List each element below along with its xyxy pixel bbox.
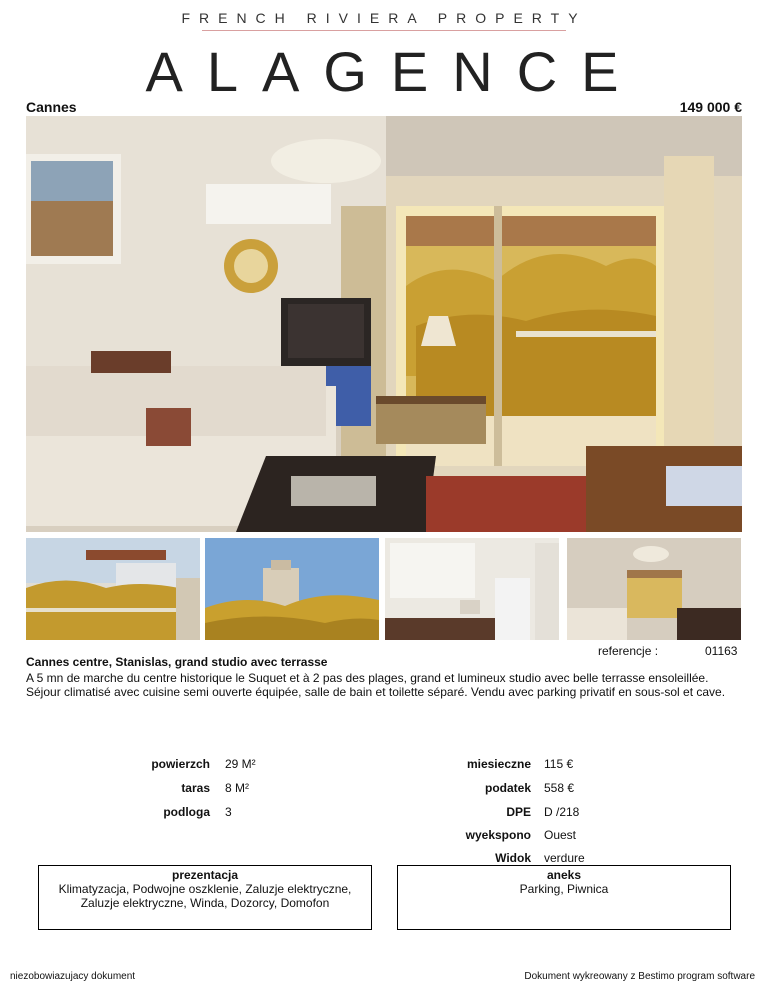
living-room-image <box>26 116 742 532</box>
annex-text: Parking, Piwnica <box>519 882 609 896</box>
footer-disclaimer: niezobowiazujacy dokument <box>10 971 136 982</box>
reference-label: referencje : <box>598 644 659 658</box>
spec-label-monthly: miesieczne <box>466 757 531 771</box>
annex-box <box>397 865 731 930</box>
spec-value-tax: 558 € <box>544 781 575 795</box>
view-thumbnail-image <box>205 538 379 640</box>
kitchen-thumbnail-image <box>385 538 559 640</box>
thumbnail-view[interactable] <box>205 538 379 640</box>
spec-value-floor: 3 <box>225 805 232 819</box>
thumbnail-terrace[interactable] <box>26 538 200 640</box>
listing-headline: Cannes centre, Stanislas, grand studio avec terrasse <box>26 655 328 669</box>
terrace-thumbnail-image <box>26 538 200 640</box>
reference-value: 01163 <box>705 644 738 658</box>
spec-value-monthly: 115 € <box>544 757 574 771</box>
spec-value-exposure: Ouest <box>544 828 577 842</box>
listing-price: 149 000 € <box>679 99 742 115</box>
spec-label-terrace: taras <box>181 781 210 795</box>
annex-title: aneks <box>546 868 582 882</box>
spec-label-tax: podatek <box>484 781 531 795</box>
main-photo[interactable] <box>26 116 742 532</box>
spec-label-area: powierzch <box>151 757 210 771</box>
footer-credit: Dokument wykreowany z Bestimo program software <box>524 971 755 982</box>
spec-value-terrace: 8 M² <box>225 781 249 795</box>
presentation-box <box>38 865 372 930</box>
spec-label-exposure: wyekspono <box>465 828 531 842</box>
listing-description: A 5 mn de marche du centre historique le Suquet et à 2 pas des plages, grand et lumineux studio avec belle terrasse ensoleillée. Séjour climatisé avec cuisine semi ouverte équipée, salle de bain et toilette séparé. Vendu avec parking privatif en sous-sol et cave. <box>26 671 726 699</box>
brand-tagline: FRENCH RIVIERA PROPERTY <box>181 10 587 26</box>
spec-value-dpe: D /218 <box>544 805 580 819</box>
living-room-thumbnail-image <box>567 538 741 640</box>
spec-label-dpe: DPE <box>506 805 531 819</box>
spec-value-area: 29 M² <box>225 757 256 771</box>
presentation-text: Klimatyzacja, Podwojne oszklenie, Zaluzje elektryczne, Zaluzje elektryczne, Winda, Dozorcy, Domofon <box>58 882 352 910</box>
thumbnail-kitchen[interactable] <box>385 538 559 640</box>
brand-logo: ALAGENCE <box>145 40 643 103</box>
presentation-title: prezentacja <box>171 868 239 882</box>
thumbnail-living-room[interactable] <box>567 538 741 640</box>
spec-label-view: Widok <box>495 851 531 865</box>
brand-divider <box>202 30 566 31</box>
listing-city: Cannes <box>26 99 77 115</box>
spec-label-floor: podloga <box>163 805 210 819</box>
spec-value-view: verdure <box>544 851 585 865</box>
